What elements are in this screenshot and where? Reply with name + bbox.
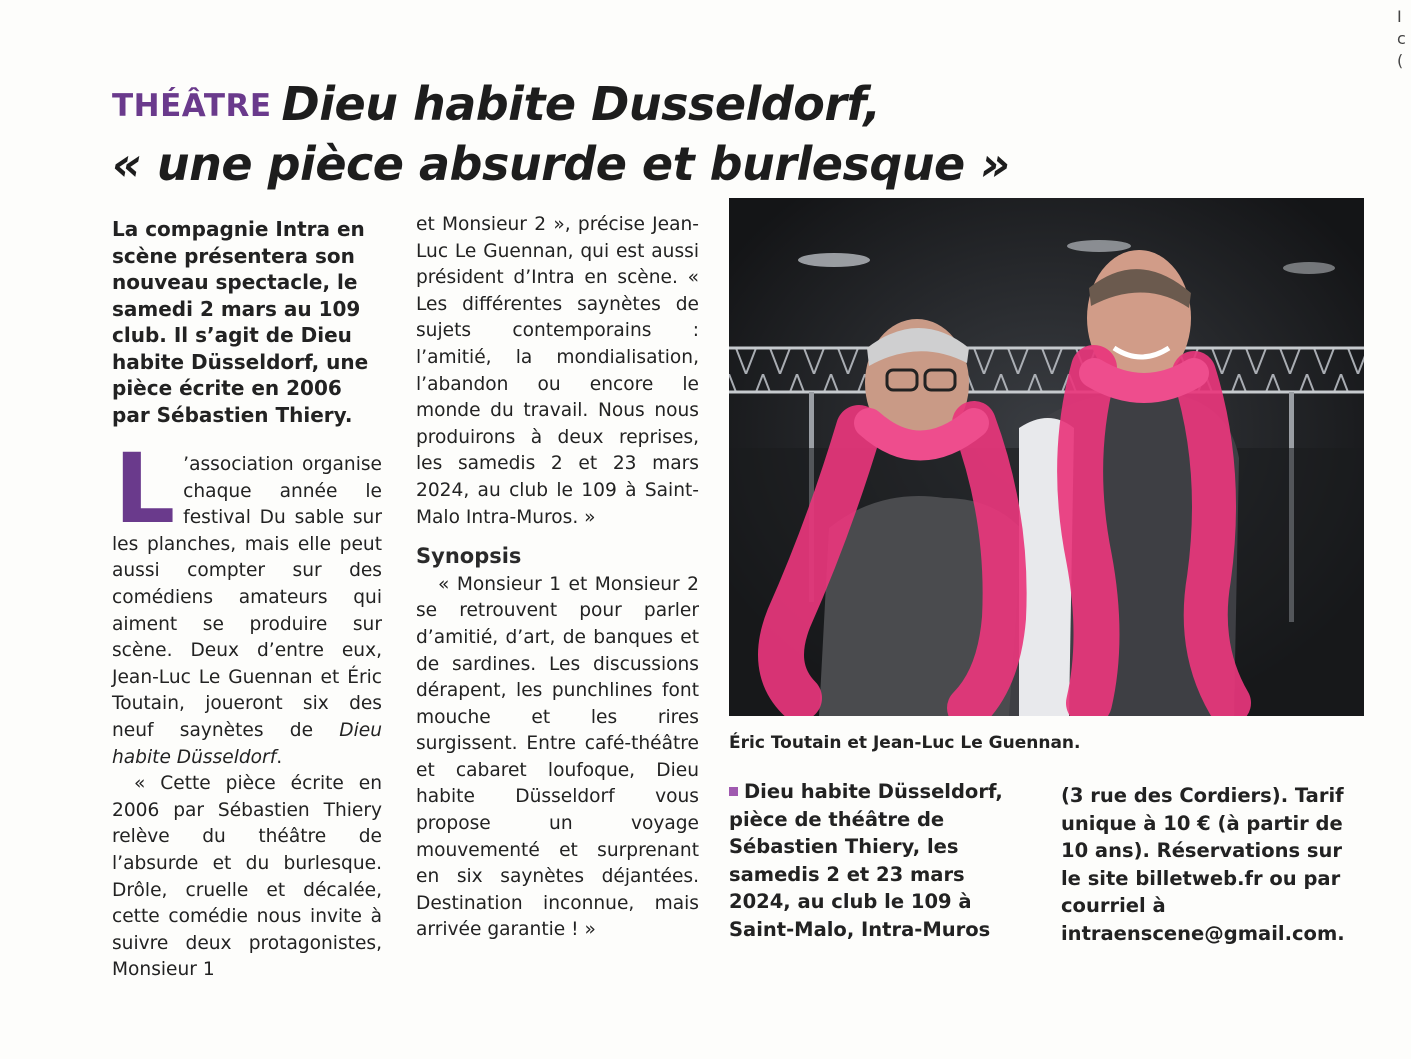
photo-illustration [729, 198, 1364, 716]
info-box-column-2 [1061, 782, 1363, 947]
synopsis-paragraph: « Monsieur 1 et Monsieur 2 se retrouvent pour parler d’amitié, d’art, de banques et de sardines. Les discussions dérapent, les punchlines font mouche et les rires surgissent. Entre café-théâtre et cabaret loufoque, Dieu habite Düsseldorf vous propose un voyage mouvementé et surprenant en six saynètes déjantées. Destination inconnue, mais arrivée garantie ! » [416, 573, 699, 941]
page-edge-char: I [1397, 7, 1402, 26]
play-title-italic: Dieu habite Düsseldorf [112, 719, 382, 768]
body-paragraph-continued: et Monsieur 2 », précise Jean-Luc Le Guennan, qui est aussi président d’Intra en scène. « Les différentes saynètes de sujets contemporains : l’amitié, la mondialisation, l’abandon ou encore le monde du travail. Nous nous produirons à deux reprises, les samedis 2 et 23 mars 2024, au club le 109 à Saint-Malo Intra-Muros. » [416, 214, 699, 528]
info-text-2: (3 rue des Cordiers). Tarif unique à 10 € (à partir de 10 ans). Réservations sur le site billetweb.fr ou par courriel à intraenscene@gmail.com. [1061, 784, 1345, 945]
body-paragraph-lead [112, 433, 382, 771]
page-edge-char: c [1397, 29, 1406, 48]
headline-line-1: Dieu habite Dusseldorf, [281, 77, 881, 131]
article-chapeau: La compagnie Intra en scène présentera son nouveau spectacle, le samedi 2 mars au 109 club. Il s’agit de Dieu habite Düsseldorf, une pièce écrite en 2006 par Sébastien Thiery. [112, 217, 369, 427]
synopsis-heading: Synopsis [416, 544, 522, 569]
drop-cap: L [114, 433, 176, 545]
page-edge-char: ( [1397, 51, 1404, 70]
info-box-column-1 [729, 778, 1029, 943]
article-photo [729, 198, 1364, 716]
photo-caption: Éric Toutain et Jean-Luc Le Guennan. [729, 733, 1081, 753]
article-column-1 [112, 216, 382, 984]
info-text-1: Dieu habite Düsseldorf, pièce de théâtre de Sébastien Thiery, les samedis 2 et 23 mars 2024, au club le 109 à Saint-Malo, Intra-Muros [729, 780, 1003, 941]
headline-line-2: « une pièce absurde et burlesque » [112, 137, 1010, 191]
square-bullet-icon [729, 787, 738, 796]
lead-text: ’association organise chaque année le festival Du sable sur les planches, mais elle peut aussi compter sur des comédiens amateurs qui aiment se produire sur scène. Deux d’entre eux, Jean-Luc Le Guennan et Éric Toutain, joueront six des neuf saynètes de [112, 454, 382, 741]
lead-end: . [276, 746, 283, 768]
article-column-2 [416, 212, 699, 944]
page-edge-fragment [1397, 6, 1407, 72]
article-headline [112, 74, 1010, 194]
section-kicker: THÉÂTRE [112, 88, 272, 124]
body-paragraph-quote: « Cette pièce écrite en 2006 par Sébastien Thiery relève du théâtre de l’absurde et du burlesque. Drôle, cruelle et décalée, cette comédie nous invite à suivre deux protagonistes, Monsieur 1 [112, 773, 382, 981]
